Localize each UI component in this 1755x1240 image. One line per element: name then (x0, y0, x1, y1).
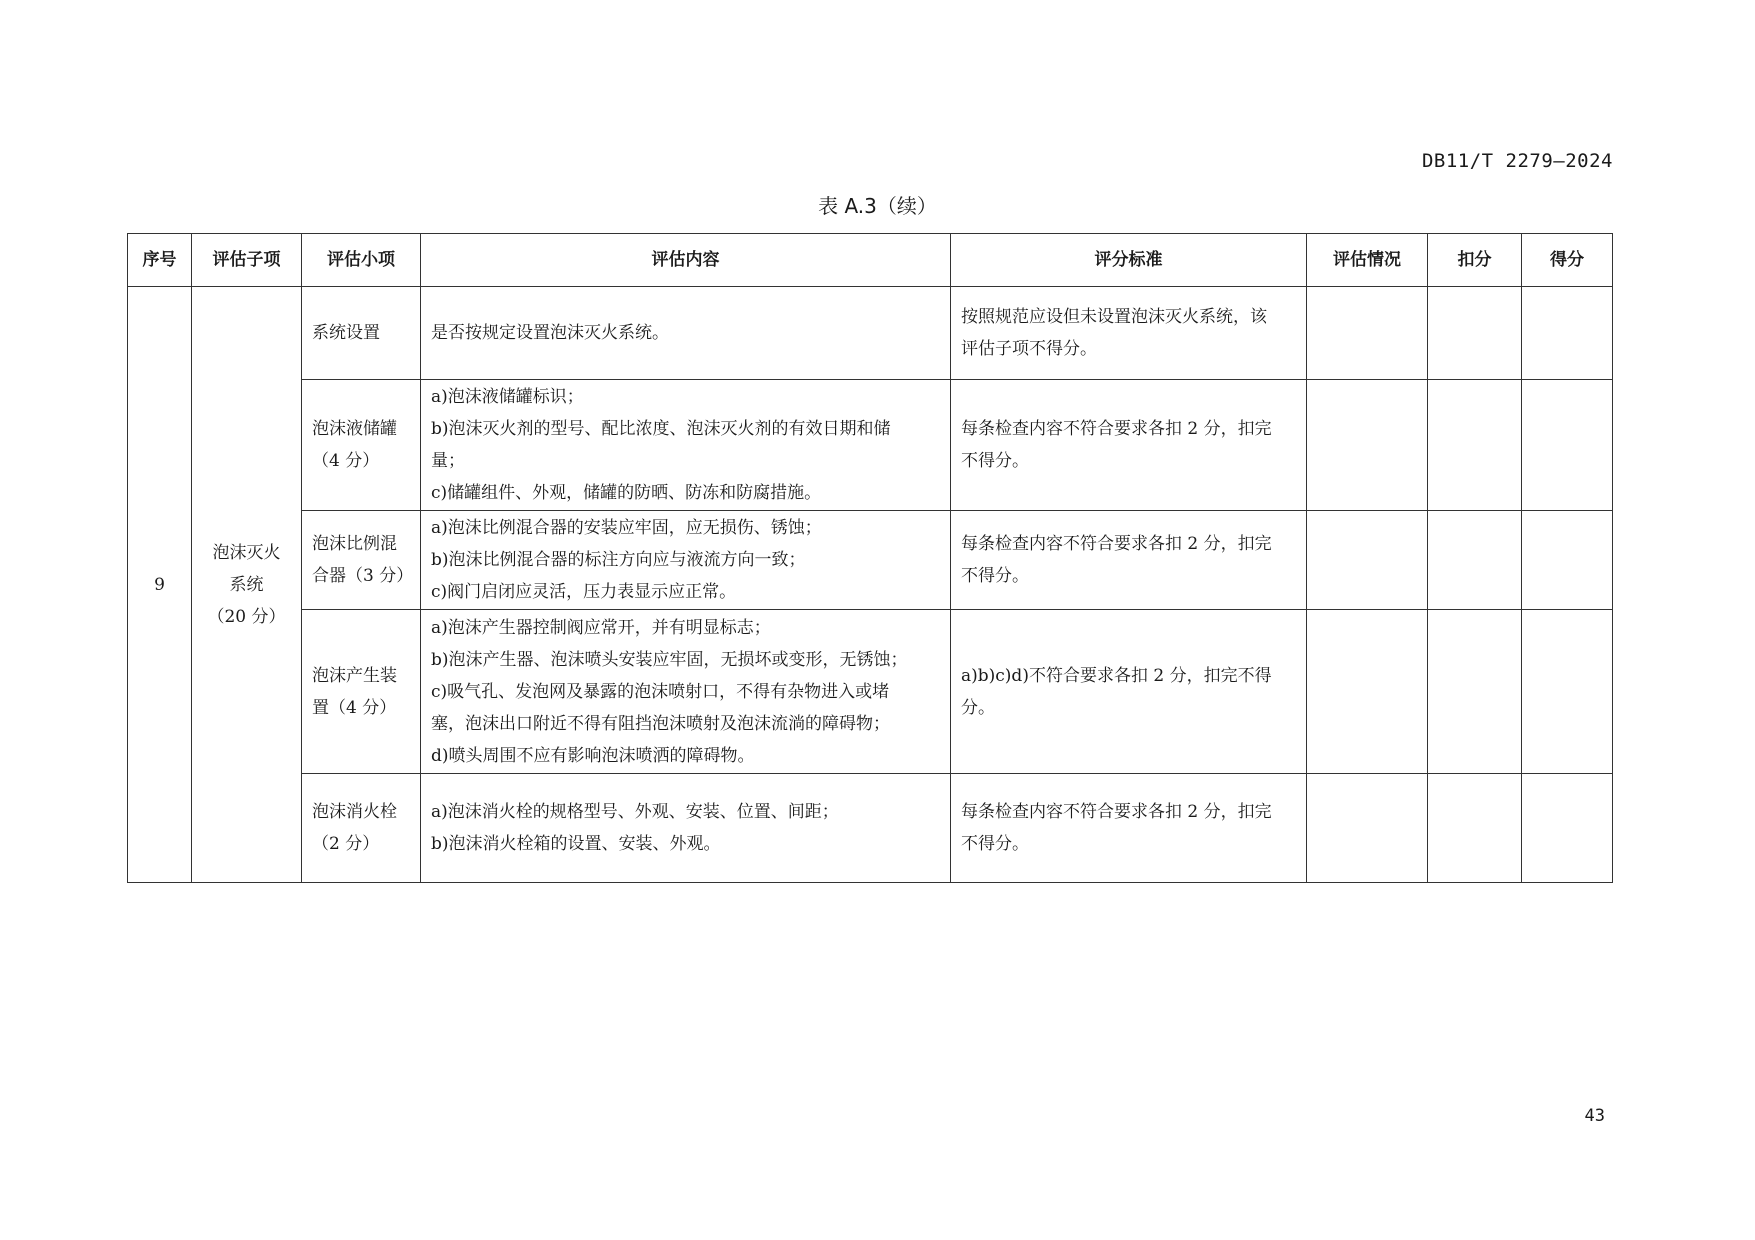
criteria-line: 每条检查内容不符合要求各扣 2 分，扣完 (961, 534, 1272, 554)
item-line: 泡沫比例混 (312, 534, 397, 554)
content-line: 是否按规定设置泡沫灭火系统。 (431, 323, 669, 343)
content-line: c)吸气孔、发泡网及暴露的泡沫喷射口，不得有杂物进入或堵 (431, 681, 890, 702)
evaluation-table (127, 233, 1613, 883)
deduction-cell[interactable] (1428, 774, 1522, 883)
table-row (128, 511, 1613, 610)
standard-code: DB11/T 2279—2024 (1421, 150, 1613, 172)
criteria-line: 每条检查内容不符合要求各扣 2 分，扣完 (961, 419, 1272, 439)
item-line: （4 分） (312, 451, 380, 471)
seq-cell: 9 (128, 287, 192, 883)
content-line: c)阀门启闭应灵活，压力表显示应正常。 (431, 582, 737, 602)
content-line: b)泡沫比例混合器的标注方向应与液流方向一致； (431, 550, 806, 570)
status-cell[interactable] (1307, 380, 1428, 511)
column-header: 评估内容 (421, 234, 951, 287)
status-cell[interactable] (1307, 610, 1428, 774)
subitem-line: （20 分） (207, 606, 286, 627)
deduction-cell[interactable] (1428, 610, 1522, 774)
score-cell[interactable] (1522, 287, 1613, 380)
subitem-line: 系统 (229, 574, 264, 595)
criteria-line: 不得分。 (961, 451, 1029, 471)
criteria-line: 评估子项不得分。 (961, 339, 1097, 359)
content-cell (421, 610, 951, 774)
criteria-line: 按照规范应设但未设置泡沫灭火系统，该 (961, 307, 1267, 327)
score-cell[interactable] (1522, 774, 1613, 883)
column-header: 评估子项 (192, 234, 302, 287)
content-line: b)泡沫灭火剂的型号、配比浓度、泡沫灭火剂的有效日期和储 (431, 419, 891, 439)
criteria-line: 不得分。 (961, 566, 1029, 586)
content-cell (421, 287, 951, 380)
item-cell (302, 287, 421, 380)
item-cell (302, 380, 421, 511)
status-cell[interactable] (1307, 511, 1428, 610)
status-cell[interactable] (1307, 774, 1428, 883)
item-line: 系统设置 (312, 323, 380, 343)
deduction-cell[interactable] (1428, 511, 1522, 610)
item-cell (302, 511, 421, 610)
content-line: a)泡沫液储罐标识； (431, 387, 584, 407)
content-line: a)泡沫比例混合器的安装应牢固，应无损伤、锈蚀； (431, 518, 822, 538)
content-line: a)泡沫产生器控制阀应常开，并有明显标志； (431, 617, 771, 638)
column-header: 扣分 (1428, 234, 1522, 287)
item-line: （2 分） (312, 834, 380, 854)
table-row (128, 287, 1613, 380)
content-line: a)泡沫消火栓的规格型号、外观、安装、位置、间距； (431, 802, 839, 822)
table-title: 表 A.3（续） (818, 194, 937, 218)
column-header: 评估情况 (1307, 234, 1428, 287)
content-line: b)泡沫产生器、泡沫喷头安装应牢固，无损坏或变形，无锈蚀； (431, 649, 908, 670)
criteria-cell (951, 774, 1307, 883)
score-cell[interactable] (1522, 610, 1613, 774)
content-line: c)储罐组件、外观，储罐的防晒、防冻和防腐措施。 (431, 483, 822, 503)
item-line: 泡沫消火栓 (312, 802, 397, 822)
item-cell (302, 774, 421, 883)
status-cell[interactable] (1307, 287, 1428, 380)
criteria-line: 分。 (961, 697, 995, 718)
column-header: 得分 (1522, 234, 1613, 287)
column-header: 评分标准 (951, 234, 1307, 287)
deduction-cell[interactable] (1428, 380, 1522, 511)
criteria-line: 每条检查内容不符合要求各扣 2 分，扣完 (961, 802, 1272, 822)
table-row (128, 610, 1613, 774)
content-line: b)泡沫消火栓箱的设置、安装、外观。 (431, 834, 721, 854)
content-cell (421, 774, 951, 883)
criteria-line: 不得分。 (961, 834, 1029, 854)
criteria-cell (951, 511, 1307, 610)
content-line: 量； (431, 451, 465, 471)
content-line: d)喷头周围不应有影响泡沫喷洒的障碍物。 (431, 745, 755, 766)
item-line: 泡沫液储罐 (312, 419, 397, 439)
column-header: 评估小项 (302, 234, 421, 287)
table-row (128, 380, 1613, 511)
subitem-cell (192, 287, 302, 883)
criteria-cell (951, 287, 1307, 380)
page-number: 43 (1584, 1106, 1605, 1126)
table-row (128, 774, 1613, 883)
column-header: 序号 (128, 234, 192, 287)
item-line: 置（4 分） (312, 697, 397, 718)
criteria-cell (951, 610, 1307, 774)
item-line: 合器（3 分） (312, 566, 414, 586)
criteria-cell (951, 380, 1307, 511)
deduction-cell[interactable] (1428, 287, 1522, 380)
table-header-row (128, 234, 1613, 287)
criteria-line: a)b)c)d)不符合要求各扣 2 分，扣完不得 (961, 665, 1272, 686)
content-cell (421, 380, 951, 511)
score-cell[interactable] (1522, 511, 1613, 610)
item-cell (302, 610, 421, 774)
score-cell[interactable] (1522, 380, 1613, 511)
content-cell (421, 511, 951, 610)
subitem-line: 泡沫灭火 (212, 542, 281, 563)
content-line: 塞，泡沫出口附近不得有阻挡泡沫喷射及泡沫流淌的障碍物； (431, 713, 890, 734)
item-line: 泡沫产生装 (312, 665, 397, 686)
